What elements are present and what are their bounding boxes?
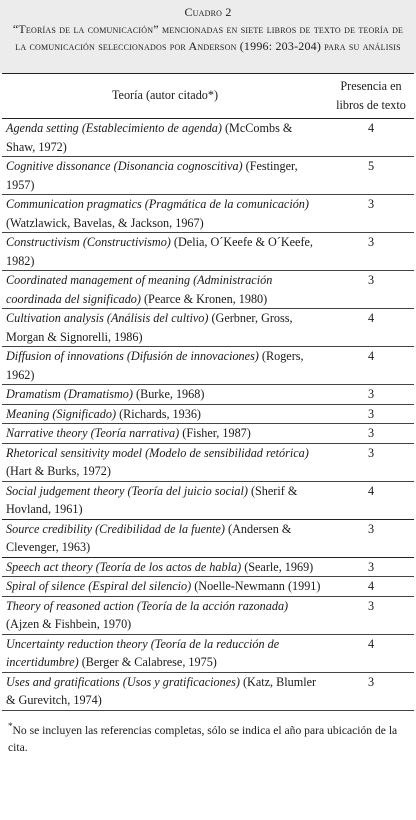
presence-count: 4: [328, 577, 414, 597]
theory-reference: (Delia, O´Keefe & O´Keefe, 1982): [6, 235, 313, 268]
footnote-text: No se incluyen las referencias completas, sólo se indica el año para ubicación de la cita.: [8, 723, 398, 755]
table-row: [2, 424, 414, 444]
theory-reference: (Searle, 1969): [241, 559, 314, 574]
theory-cell: [2, 596, 328, 634]
table-row: [2, 157, 414, 195]
table-row: [2, 577, 414, 597]
theory-cell: [2, 672, 328, 710]
theory-cell: [2, 233, 328, 271]
theory-reference: (Burke, 1968): [132, 387, 205, 401]
presence-count: 4: [328, 347, 414, 385]
theory-cell: [2, 557, 328, 577]
theory-reference: (Watzlawick, Bavelas, & Jackson, 1967): [6, 215, 204, 230]
theory-name: Speech act theory (Teoría de los actos de habla): [6, 559, 242, 574]
theory-reference: (Katz, Blumler & Gurevitch, 1974): [6, 674, 317, 707]
table-caption: [0, 0, 416, 73]
theory-reference: (Andersen & Clevenger, 1963): [6, 521, 292, 554]
theory-cell: [2, 519, 328, 557]
theory-reference: (Berger & Calabrese, 1975): [78, 655, 217, 669]
table-row: [2, 309, 414, 347]
theory-reference: (Rogers, 1962): [6, 349, 304, 382]
theory-cell: [2, 424, 328, 444]
theory-name: Theory of reasoned action (Teoría de la acción razonada): [6, 598, 289, 613]
table-row: [2, 634, 414, 672]
theory-name: Coordinated management of meaning (Administración coordinada del significado): [6, 273, 273, 306]
theory-cell: [2, 347, 328, 385]
table-header-row: [2, 74, 414, 119]
theory-cell: [2, 119, 328, 157]
table-row: [2, 347, 414, 385]
presence-count: 4: [328, 309, 414, 347]
presence-count: 3: [328, 596, 414, 634]
header-theory: Teoría (autor citado*): [2, 74, 328, 119]
theory-reference: (Ajzen & Fishbein, 1970): [6, 617, 132, 631]
table-row: [2, 404, 414, 424]
theory-name: Uncertainty reduction theory (Teoría de la reducción de incertidumbre): [6, 636, 280, 669]
presence-count: 4: [328, 634, 414, 672]
table-row: [2, 233, 414, 271]
footnote-marker: *: [8, 720, 13, 731]
presence-count: 3: [328, 195, 414, 233]
theory-reference: (Gerbner, Gross, Morgan & Signorelli, 1986): [6, 311, 293, 344]
table-row: [2, 271, 414, 309]
theory-reference: (Festinger, 1957): [6, 159, 298, 192]
theory-reference: (Noelle-Newmann (1991): [191, 579, 321, 593]
theory-cell: [2, 157, 328, 195]
theory-cell: [2, 443, 328, 481]
presence-count: 3: [328, 385, 414, 405]
theory-cell: [2, 577, 328, 597]
theory-name: Uses and gratifications (Usos y gratificaciones): [6, 674, 240, 689]
presence-count: 4: [328, 119, 414, 157]
presence-count: 3: [328, 233, 414, 271]
presence-count: 3: [328, 271, 414, 309]
table-row: [2, 385, 414, 405]
theory-name: Communication pragmatics (Pragmática de la comunicación): [6, 197, 309, 211]
theory-reference: (McCombs & Shaw, 1972): [6, 121, 293, 154]
theory-cell: [2, 481, 328, 519]
footnote: [0, 711, 416, 758]
theory-reference: (Fisher, 1987): [179, 426, 251, 440]
theory-cell: [2, 634, 328, 672]
caption-title: “Teorías de la comunicación” mencionadas en siete libros de texto de teoría de la comunicación seleccionados por Anderson (1996: 203-204) para su análisis: [12, 22, 404, 53]
theories-table: [2, 73, 414, 711]
theory-cell: [2, 271, 328, 309]
presence-count: 5: [328, 157, 414, 195]
theory-name: Rhetorical sensitivity model (Modelo de sensibilidad retórica): [6, 445, 309, 460]
theory-cell: [2, 404, 328, 424]
presence-count: 4: [328, 481, 414, 519]
table-row: [2, 195, 414, 233]
theory-cell: [2, 309, 328, 347]
table-row: [2, 672, 414, 710]
presence-count: 3: [328, 443, 414, 481]
table-row: [2, 119, 414, 157]
theory-reference: (Hart & Burks, 1972): [6, 464, 111, 478]
theory-name: Social judgement theory (Teoría del juicio social): [6, 483, 248, 498]
theory-name: Cognitive dissonance (Disonancia cognoscitiva): [6, 159, 243, 173]
theory-reference: (Sherif & Hovland, 1961): [6, 483, 298, 516]
theory-name: Meaning (Significado): [6, 406, 117, 421]
theory-name: Dramatism (Dramatismo): [6, 387, 133, 401]
theory-reference: (Pearce & Kronen, 1980): [140, 291, 268, 306]
theory-reference: (Richards, 1936): [116, 406, 201, 421]
theory-name: Diffusion of innovations (Difusión de innovaciones): [6, 349, 259, 363]
theory-name: Constructivism (Constructivismo): [6, 235, 171, 249]
theory-name: Narrative theory (Teoría narrativa): [6, 426, 180, 440]
presence-count: 3: [328, 404, 414, 424]
table-row: [2, 481, 414, 519]
presence-count: 3: [328, 519, 414, 557]
header-count: Presencia en libros de texto: [328, 74, 414, 119]
table-body: [2, 119, 414, 711]
table-row: [2, 596, 414, 634]
table-row: [2, 519, 414, 557]
caption-number: Cuadro 2: [184, 5, 232, 19]
table-row: [2, 443, 414, 481]
theory-cell: [2, 385, 328, 405]
presence-count: 3: [328, 672, 414, 710]
presence-count: 3: [328, 424, 414, 444]
theory-cell: [2, 195, 328, 233]
theory-name: Spiral of silence (Espiral del silencio): [6, 579, 192, 593]
presence-count: 3: [328, 557, 414, 577]
theory-name: Source credibility (Credibilidad de la fuente): [6, 521, 225, 536]
table-row: [2, 557, 414, 577]
theory-name: Cultivation analysis (Análisis del cultivo): [6, 311, 209, 325]
theory-name: Agenda setting (Establecimiento de agenda): [6, 121, 222, 135]
